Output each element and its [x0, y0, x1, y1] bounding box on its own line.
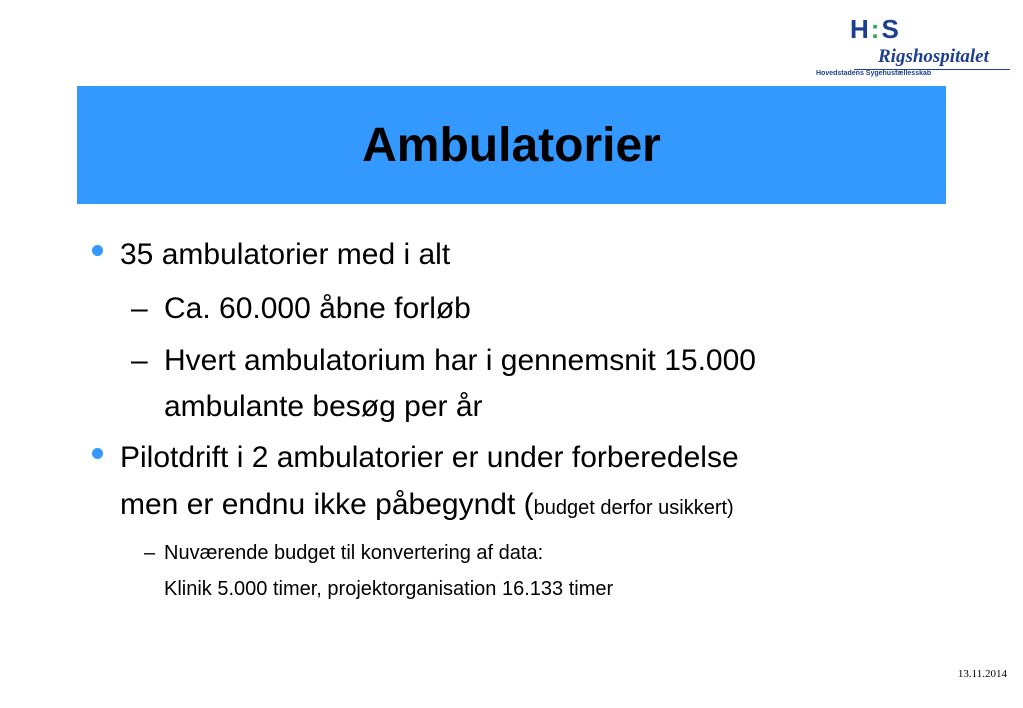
slide-date: 13.11.2014 — [957, 668, 1007, 680]
bullet-text: Pilotdrift i 2 ambulatorier er under forberedelse — [120, 441, 739, 474]
bullet-small-note: budget derfor usikkert) — [533, 497, 734, 519]
logo-name: Rigshospitalet — [878, 46, 989, 67]
sub-bullet-text-continued: ambulante besøg per år — [164, 390, 483, 423]
bullet-text-continued: men er endnu ikke påbegyndt (budget derfor usikkert) — [120, 488, 734, 521]
sub-bullet-text: Ca. 60.000 åbne forløb — [164, 292, 471, 325]
dash-icon: – — [131, 292, 148, 325]
dash-icon: – — [131, 344, 148, 377]
dash-icon: – — [144, 542, 156, 564]
slide-title: Ambulatorier — [362, 118, 661, 172]
hs-logo-mark: H:S — [850, 14, 901, 44]
bullet-text: 35 ambulatorier med i alt — [120, 238, 451, 271]
bullet-icon — [92, 448, 103, 459]
logo-subtitle: Hovedstadens Sygehusfællesskab — [816, 70, 932, 77]
bullet-icon — [92, 245, 103, 256]
sub-bullet-text: Nuværende budget til konvertering af data: — [164, 542, 544, 564]
sub-bullet-text-continued: Klinik 5.000 timer, projektorganisation 16.133 timer — [164, 578, 614, 600]
sub-bullet-text: Hvert ambulatorium har i gennemsnit 15.000 — [164, 344, 756, 377]
